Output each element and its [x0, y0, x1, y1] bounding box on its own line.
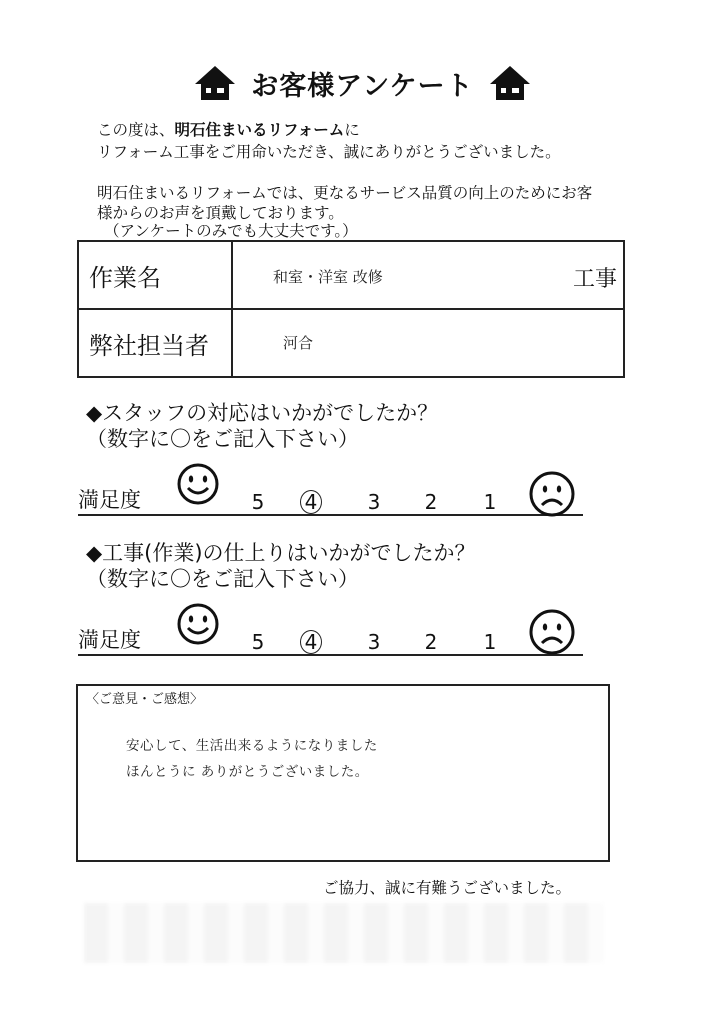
rating-option-2[interactable]: 2 — [424, 630, 438, 654]
comment-line-2: ほんとうに ありがとうございました。 — [126, 764, 369, 780]
intro-line-1 — [97, 120, 360, 141]
info-table — [77, 240, 625, 378]
frowning-face-icon — [528, 608, 576, 656]
intro-para2-line-1: 明石住まいるリフォームでは、更なるサービス品質の向上のためにお客 — [97, 184, 593, 202]
staff-value-cell — [232, 309, 624, 377]
rating-row-2 — [78, 606, 583, 656]
rating-option-1[interactable]: 1 — [483, 490, 497, 514]
intro-para2-line-3: （アンケートのみでも大丈夫です。） — [104, 222, 358, 240]
rating-option-1[interactable]: 1 — [483, 630, 497, 654]
rating-option-5[interactable]: 5 — [251, 630, 265, 654]
staff-value: 河合 — [283, 334, 314, 352]
comments-box[interactable] — [76, 684, 610, 862]
staff-label: 弊社担当者 — [78, 309, 232, 377]
frowning-face-icon — [528, 470, 576, 518]
rating-underline — [78, 514, 583, 516]
intro-para2-line-2: 様からのお声を頂戴しております。 — [97, 204, 344, 222]
work-value: 和室・洋室 改修 — [273, 268, 383, 286]
rating-option-3[interactable]: 3 — [367, 490, 381, 514]
footer-thanks: ご協力、誠に有難うございました。 — [323, 879, 572, 897]
question-1: ◆スタッフの対応はいかがでしたか？ — [86, 401, 439, 425]
work-suffix: 工事 — [572, 267, 617, 292]
question-2-instruction: （数字に〇をご記入下さい） — [86, 567, 359, 591]
header — [0, 58, 725, 108]
satisfaction-label: 満足度 — [78, 488, 141, 512]
intro-text: この度は、 — [97, 121, 175, 139]
comment-line-1: 安心して、生活出来るようになりました — [126, 738, 378, 754]
page-title: お客様アンケート — [251, 70, 474, 102]
work-row — [78, 241, 624, 309]
work-label: 作業名 — [78, 241, 232, 309]
rating-option-4-selected[interactable]: 4 — [300, 630, 322, 654]
comments-heading: 〈ご意見・ご感想〉 — [86, 692, 204, 707]
rating-option-5[interactable]: 5 — [251, 490, 265, 514]
rating-option-3[interactable]: 3 — [367, 630, 381, 654]
question-2: ◆工事(作業)の仕上りはいかがでしたか？ — [86, 541, 476, 565]
staff-row — [78, 309, 624, 377]
house-icon — [193, 64, 237, 102]
question-1-instruction: （数字に〇をご記入下さい） — [86, 427, 359, 451]
intro-line-2: リフォーム工事をご用命いただき、誠にありがとうございました。 — [97, 143, 561, 161]
rating-row-1 — [78, 466, 583, 516]
rating-option-2[interactable]: 2 — [424, 490, 438, 514]
smiley-face-icon — [176, 602, 220, 646]
satisfaction-label: 満足度 — [78, 628, 141, 652]
intro-text: に — [344, 121, 360, 139]
rating-underline — [78, 654, 583, 656]
rating-option-4-selected[interactable]: 4 — [300, 490, 322, 514]
work-value-cell — [232, 241, 624, 309]
company-name: 明石住まいるリフォーム — [174, 121, 345, 139]
smiley-face-icon — [176, 462, 220, 506]
house-icon — [488, 64, 532, 102]
faded-footer-logo — [84, 903, 604, 963]
